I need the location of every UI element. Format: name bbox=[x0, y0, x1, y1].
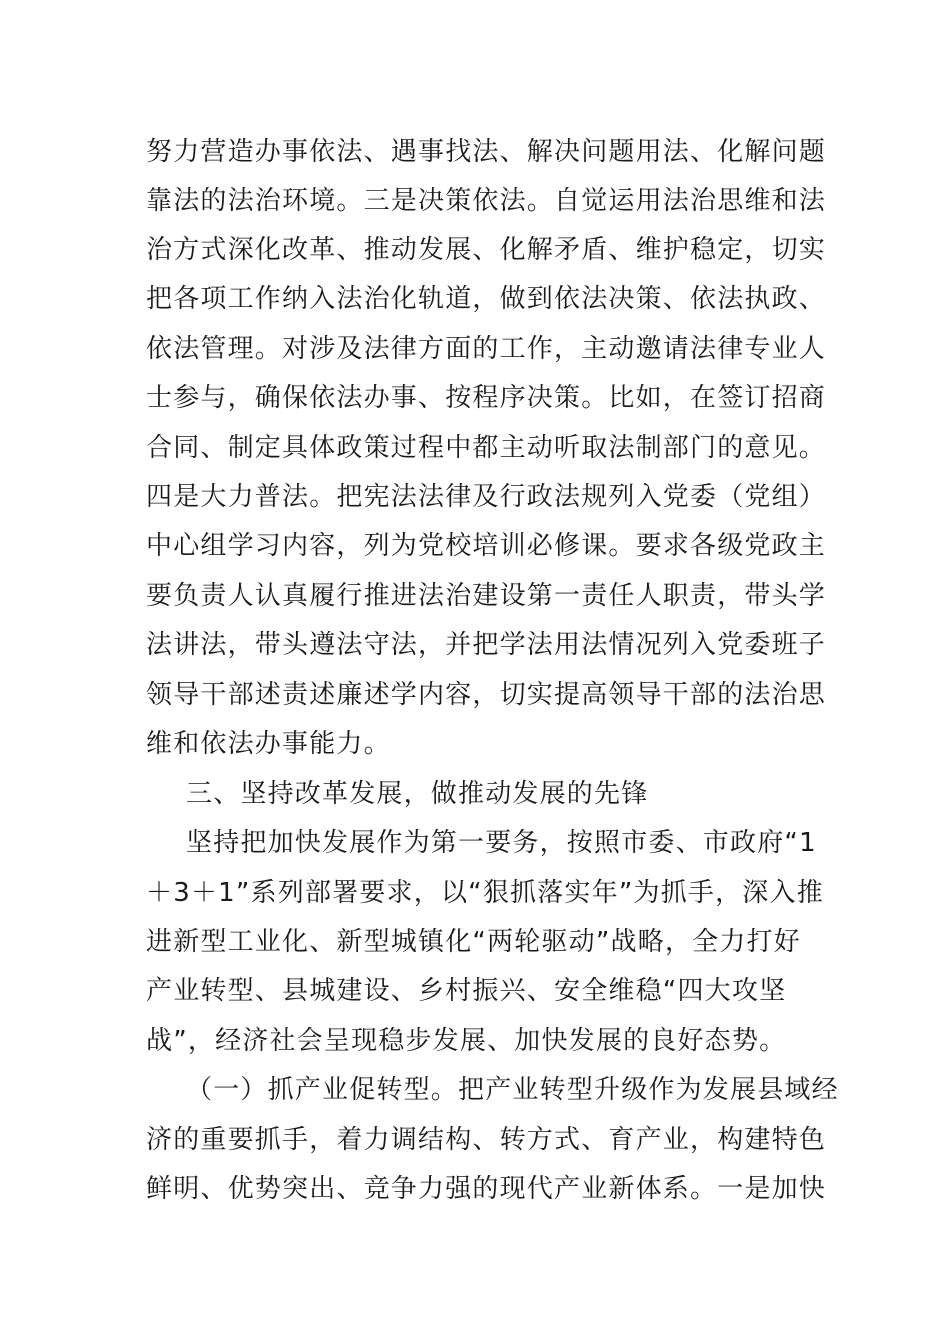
body-text-line: 治方式深化改革、推动发展、化解矛盾、维护稳定，切实 bbox=[146, 235, 827, 265]
body-text-line: 士参与，确保依法办事、按程序决策。比如，在签订招商 bbox=[146, 383, 827, 413]
body-text-line: 要负责人认真履行推进法治建设第一责任人职责，带头学 bbox=[146, 581, 827, 611]
body-text-line: 战”，经济社会呈现稳步发展、加快发展的良好态势。 bbox=[146, 1026, 787, 1056]
body-text-line: 济的重要抓手，着力调结构、转方式、育产业，构建特色 bbox=[146, 1125, 827, 1155]
body-text-line: 靠法的法治环境。三是决策依法。自觉运用法治思维和法 bbox=[146, 186, 827, 216]
paragraph-first-line: 坚持把加快发展作为第一要务，按照市委、市政府“1 bbox=[186, 828, 817, 858]
body-text-line: 领导干部述责述廉述学内容，切实提高领导干部的法治思 bbox=[146, 680, 827, 710]
body-text-line: 依法管理。对涉及法律方面的工作，主动邀请法律专业人 bbox=[146, 334, 827, 364]
body-text-line: 鲜明、优势突出、竞争力强的现代产业新体系。一是加快 bbox=[146, 1174, 827, 1204]
body-text-line: 产业转型、县城建设、乡村振兴、安全维稳“四大攻坚 bbox=[146, 976, 787, 1006]
body-text-line: 进新型工业化、新型城镇化“两轮驱动”战略，全力打好 bbox=[146, 927, 801, 957]
body-text-line: 合同、制定具体政策过程中都主动听取法制部门的意见。 bbox=[146, 433, 827, 463]
body-text-line: 把各项工作纳入法治化轨道，做到依法决策、依法执政、 bbox=[146, 284, 827, 314]
subsection-heading-line: （一）抓产业促转型。把产业转型升级作为发展县域经 bbox=[186, 1075, 839, 1105]
body-text-line: ＋3＋1”系列部署要求，以“狠抓落实年”为抓手，深入推 bbox=[146, 878, 824, 908]
body-text-line: 努力营造办事依法、遇事找法、解决问题用法、化解问题 bbox=[146, 137, 827, 167]
body-text-line: 中心组学习内容，列为党校培训必修课。要求各级党政主 bbox=[146, 531, 827, 561]
body-text-line: 法讲法，带头遵法守法，并把学法用法情况列入党委班子 bbox=[146, 630, 827, 660]
section-heading: 三、坚持改革发展，做推动发展的先锋 bbox=[186, 779, 649, 809]
body-text-line: 四是大力普法。把宪法法律及行政法规列入党委（党组） bbox=[146, 482, 827, 512]
body-text-line: 维和依法办事能力。 bbox=[146, 729, 391, 759]
